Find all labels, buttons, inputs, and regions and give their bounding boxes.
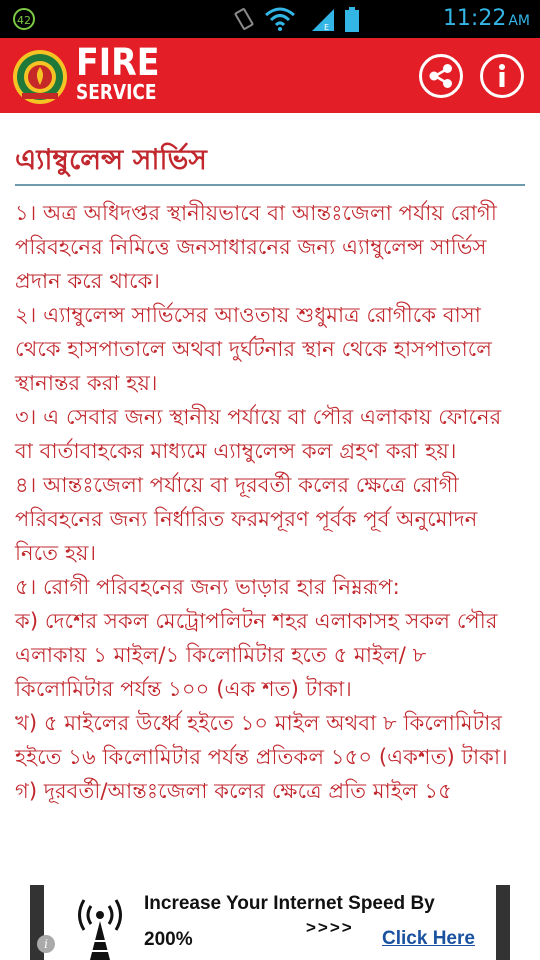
paragraph-3: ৩। এ সেবার জন্য স্থানীয় পর্যায়ে বা পৌর এলাকায় ফোনের বা বার্তাবাহকের মাধ্যমে এ্যাম্বুলেন্স কল গ্রহণ করা হয়।: [15, 404, 502, 463]
paragraph-5: ৫। রোগী পরিবহনের জন্য ভাড়ার হার নিম্নরূপ:: [15, 574, 400, 599]
notification-badge: 42: [13, 8, 35, 30]
app-logo: [76, 41, 171, 104]
paragraph-1: ১। অত্র অধিদপ্তর স্থানীয়ভাবে বা আন্তঃজেলা পর্যায় রোগী পরিবহনের নিমিত্তে জনসাধারনের জন্য এ্যাম্বুলেন্স সার্ভিস প্রদান করে থাকে।: [15, 200, 497, 293]
signal-tower-icon: [70, 897, 130, 960]
clock: [443, 6, 530, 31]
paragraph-5c: গ) দূরবর্তী/আন্তঃজেলা কলের ক্ষেত্রে প্রতি মাইল ১৫: [15, 778, 452, 803]
share-button[interactable]: [419, 54, 463, 98]
status-bar: [0, 0, 540, 38]
share-icon: [422, 57, 460, 95]
vibrate-icon: [232, 7, 256, 31]
info-icon: [483, 57, 521, 95]
svg-text:E: E: [324, 23, 330, 31]
clock-ampm: AM: [508, 13, 530, 29]
app-bar: [0, 38, 540, 113]
paragraph-5a: ক) দেশের সকল মেট্রোপলিটন শহর এলাকাসহ সকল পৌর এলাকায় ১ মাইল/১ কিলোমিটার হতে ৫ মাইল/ ৮ কিলোমিটার পর্যন্ত ১০০ (এক শত) টাকা।: [15, 608, 498, 701]
fire-service-emblem-icon: [12, 49, 68, 105]
ad-percentage: 200%: [144, 929, 193, 950]
ad-info-icon[interactable]: i: [37, 935, 55, 953]
logo-line-fire: FIRE: [76, 41, 160, 84]
ad-banner[interactable]: [30, 885, 510, 960]
paragraph-2: ২। এ্যাম্বুলেন্স সার্ভিসের আওতায় শুধুমাত্র রোগীকে বাসা থেকে হাসপাতালে অথবা দুর্ঘটনার স্থান থেকে হাসপাতালে স্থানান্তর করা হয়।: [15, 302, 493, 395]
ad-headline: Increase Your Internet Speed By: [144, 893, 435, 914]
signal-icon: [310, 7, 340, 31]
title-divider: [15, 184, 525, 186]
ad-click-here-link[interactable]: Click Here: [382, 928, 475, 949]
paragraph-4: ৪। আন্তঃজেলা পর্যায়ে বা দূরবর্তী কলের ক্ষেত্রে রোগী পরিবহনের জন্য নির্ধারিত ফরমপূরণ পূর্বক পূর্ব অনুমোদন নিতে হয়।: [15, 472, 478, 565]
clock-time: 11:22: [442, 6, 507, 31]
page-title: এ্যাম্বুলেন্স সার্ভিস: [15, 143, 207, 176]
battery-icon: [344, 7, 360, 33]
service-description: [15, 196, 525, 808]
wifi-icon: [264, 7, 296, 31]
info-button[interactable]: [480, 54, 524, 98]
main-content: [15, 128, 525, 808]
ad-arrows: >>>>: [306, 918, 354, 937]
logo-line-service: SERVICE: [76, 80, 157, 104]
paragraph-5b: খ) ৫ মাইলের উর্ধ্বে হইতে ১০ মাইল অথবা ৮ কিলোমিটার হইতে ১৬ কিলোমিটার পর্যন্ত প্রতিকল ১৫০ (একশত) টাকা।: [15, 710, 508, 769]
